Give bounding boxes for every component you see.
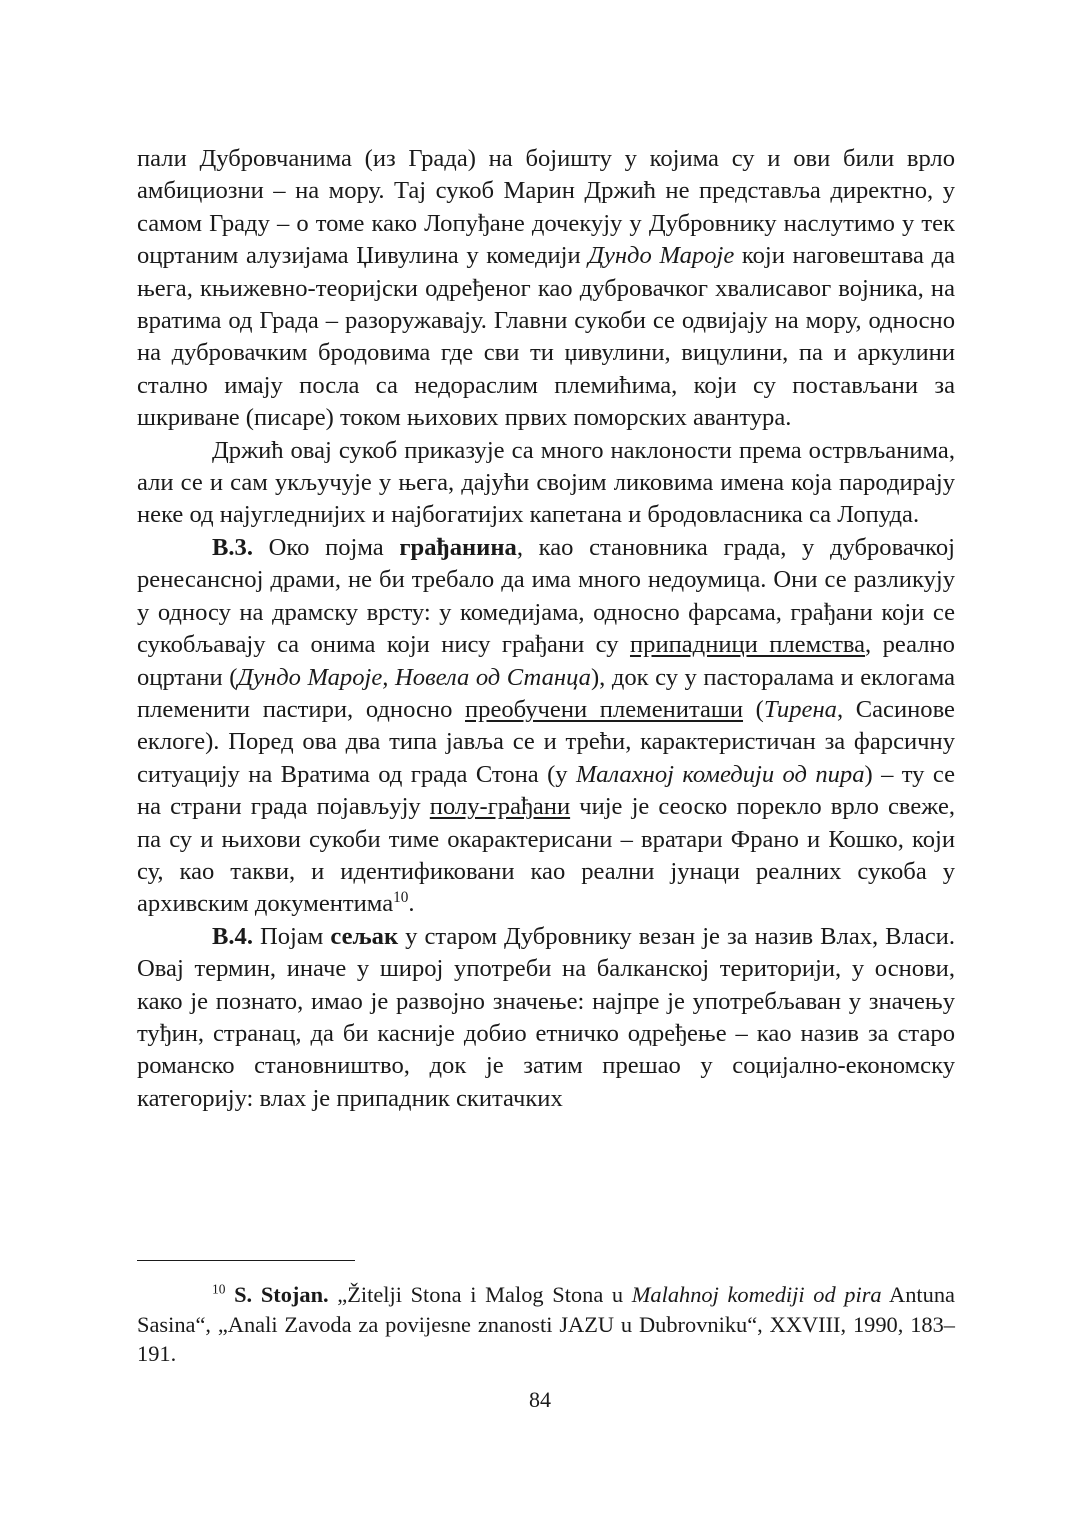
footnote-divider [137,1260,355,1261]
play-title: Дундо Мароје [588,242,735,270]
underlined-term: припадници племства [629,631,866,659]
play-title: Тирена [763,695,837,723]
section-b4: В.4. Појам сељак у старом Дубровнику везан је за назив Влах, Власи. Овај термин, иначе у широј употреби на балканској територији, у основи, како је познато, имао је развојно значење: најпре је употребљаван у значењу туђин, странац, да би касније добио етничко одређење – као назив за старо романско становништво, док је затим прешао у социјално-економску категорију: влах је припадник скитачких [137,922,955,1112]
key-term: сељак [330,922,399,950]
play-title: Малахној комедији од пира [575,760,865,788]
footnote-title: Malahnoj komediji od pira [631,1282,882,1307]
body-text [137,143,955,1115]
footnote-number: 10 [212,1281,226,1297]
section-label: В.3. [212,533,253,561]
section-b3: В.3. Око појма грађанина, као становника града, у дубровачкој ренесансној драми, не би требало да има много недоумица. Они се разликују у односу на драмску врсту: у комедијама, односно фарсама, грађани који се сукобљавају са онима који нису грађани су припадници племства, реално оцртани (Дундо Мароје, Новела од Станца), док су у пасторалама и еклогама племенити пастири, односно преобучени племениташи (Тирена, Сасинове еклоге). Поред ова два типа јавља се и трећи, карактеристичан за фарсичну ситуацију на Вратима од града Стона (у Малахној комедији од пира) – ту се на страни града појављују полу-грађани чије је сеоско порекло врло свеже, па су и њихови сукоби тиме окарактерисани – вратари Франо и Кошко, који су, као такви, и идентификовани као реални јунаци реалних сукоба у архивским документима$^{10}$. [137,533,956,918]
footnote-reference[interactable]: 10 [393,889,409,907]
section-label: В.4. [212,922,253,950]
footnote: $^{10}$ S. Stojan. „Žitelji Stona i Malog Stona u Malahnoj komediji od pira Antuna Sasina“, „Anali Zavoda za povijesne znanosti JAZU u Dubrovniku“, XXVIII, 1990, 183–191. [137,1281,955,1366]
paragraph-drzic: Држић овај сукоб приказује са много наклоности према острвљанима, али се и сам укључује у њега, дајући својим ликовима имена која пародирају неке од најугледнијих и најбогатијих капетана и бродовласника са Лопуда. [137,436,955,529]
play-title: Дундо Мароје, Новела од Станца [237,663,591,691]
footnote-author: S. Stojan. [234,1282,329,1307]
page-number: 84 [529,1387,551,1412]
key-term: грађанина [399,533,517,561]
paragraph-continuation: пали Дубровчанима (из Града) на бојишту у којима су и ови били врло амбициозни – на мору. Тај сукоб Марин Држић не представља директно, у самом Граду – о томе како Лопуђане дочекују у Дубровнику наслутимо у тек оцртаним алузијама Џивулина у комедији Дундо Мароје који наговештава да њега, књижевно-теоријски одређеног као дубровачког хвалисавог војника, на вратима од Града – разоружавају. Главни сукоби се одвијају на мору, односно на дубровачким бродовима где сви ти џивулини, вицулини, па и аркулини стално имају посла са недораслим племићима, који су постављани за шкриване (писаре) током њихових првих поморских авантура. [137,145,955,432]
underlined-term: полу-грађани [429,793,571,821]
underlined-term: преобучени племениташи [465,695,744,723]
